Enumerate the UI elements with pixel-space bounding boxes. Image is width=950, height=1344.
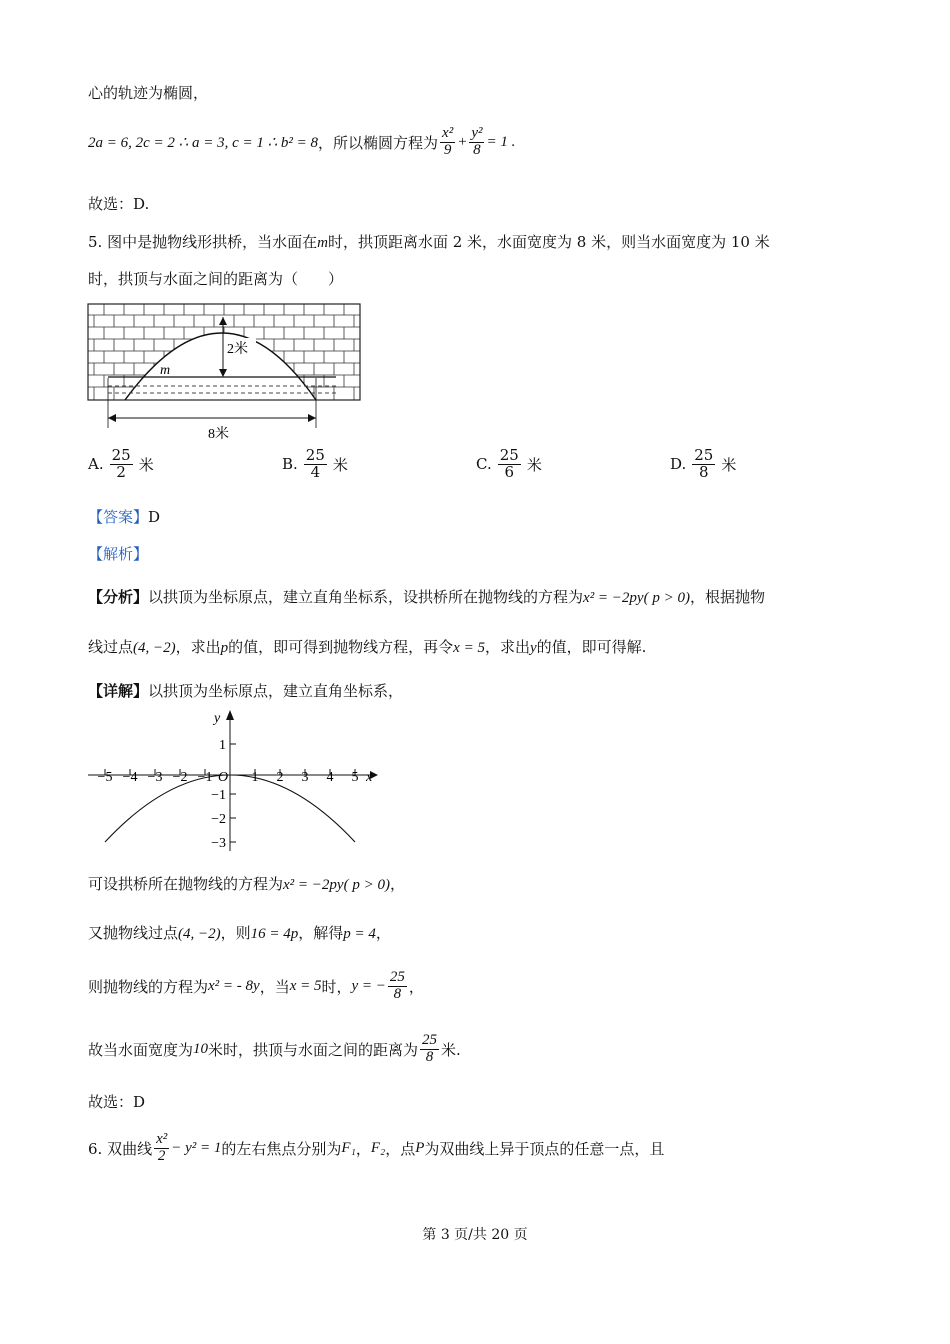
question-5-line-2: 时，拱顶与水面之间的距离为（ ） [88,270,344,288]
option-b: B. $\frac{25}{4}$ 米 [282,446,348,481]
y-tick: −2 [211,812,226,827]
y-tick: −1 [211,788,226,803]
x-tick: 4 [326,770,334,785]
math: = 1 . [486,133,516,150]
x-tick: −3 [147,770,163,785]
fenxi-line-2: 线过点(4, −2)，求出p的值，即可得到抛物线方程，再令x = 5，求出y的值，即可得解. [88,638,647,656]
x-tick: 3 [301,770,309,785]
step-5: 故选：D [88,1093,146,1111]
question-6: 6. 双曲线 $\frac{\text{x²}}{2}$ − y² = 1 的左右焦点分别为 F₁ ， F₂ ，点 P 为双曲线上异于顶点的任意一点，且 [88,1131,665,1164]
x-axis-label: x [366,770,373,785]
step-3: 则抛物线的方程为 x² = - 8y ，当 x = 5 时， y = − $\frac{25}{8}$ ， [88,969,424,1002]
x-tick: 1 [251,770,259,785]
answer-tag: 【答案】 [88,508,149,526]
x-tick: −2 [172,770,188,785]
fenxi-line-1: 【分析】以拱顶为坐标原点，建立直角坐标系，设拱桥所在抛物线的方程为x² = −2py( p > 0)，根据抛物 [88,588,765,606]
x-tick: −1 [197,770,213,785]
step-1: 可设拱桥所在抛物线的方程为x² = −2py( p > 0)， [88,875,405,893]
origin-label: O [218,770,229,785]
text: ，所以椭圆方程为 [318,133,439,152]
height-label: 2米 [227,342,248,357]
question-5-line-1: 5. 图中是抛物线形拱桥，当水面在m时，拱顶距离水面 2 米，水面宽度为 8 米，则当水面宽度为 10 米 [88,233,770,251]
text-line: 心的轨迹为椭圆， [88,84,209,102]
x-tick: −5 [97,770,113,785]
answer-line: 【答案】D [88,508,161,526]
math: 2a = 6, 2c = 2 ∴ a = 3, c = 1 ∴ b² = 8 [88,134,319,151]
bridge-figure [86,302,366,444]
parabola-graph [86,706,386,856]
ellipse-equation-line: 2a = 6, 2c = 2 ∴ a = 3, c = 1 ∴ b² = 8 ，所以椭圆方程为 $\frac{\text{x²}}{9}$ + $\frac{\text{y²}}{8}$ = 1 . [88,125,516,158]
analysis-tag: 【解析】 [88,545,149,563]
y-axis-label: y [214,711,221,726]
option-c: C. $\frac{25}{6}$ 米 [476,446,542,481]
option-a: A. $\frac{25}{2}$ 米 [88,446,154,481]
y-tick: 1 [219,738,226,753]
step-4: 故当水面宽度为 10 米时，拱顶与水面之间的距离为 $\frac{25}{8}$ 米. [88,1032,461,1065]
x-tick: −4 [122,770,138,785]
fraction: $\frac{\text{x²}}{9}$ [442,125,454,158]
x-tick: 5 [351,770,359,785]
option-d: D. $\frac{25}{8}$ 米 [670,446,737,481]
water-label: m [160,363,171,378]
xiangjie-line: 【详解】以拱顶为坐标原点，建立直角坐标系， [88,682,404,700]
page-footer: 第 3 页/共 20 页 [422,1227,528,1243]
y-tick: −3 [211,836,226,851]
text-line: 故选：D. [88,195,150,213]
step-2: 又抛物线过点(4, −2)，则16 = 4p，解得p = 4， [88,924,391,942]
x-tick: 2 [276,770,284,785]
width-label: 8米 [208,427,229,442]
fraction: $\frac{\text{y²}}{8}$ [471,125,483,158]
